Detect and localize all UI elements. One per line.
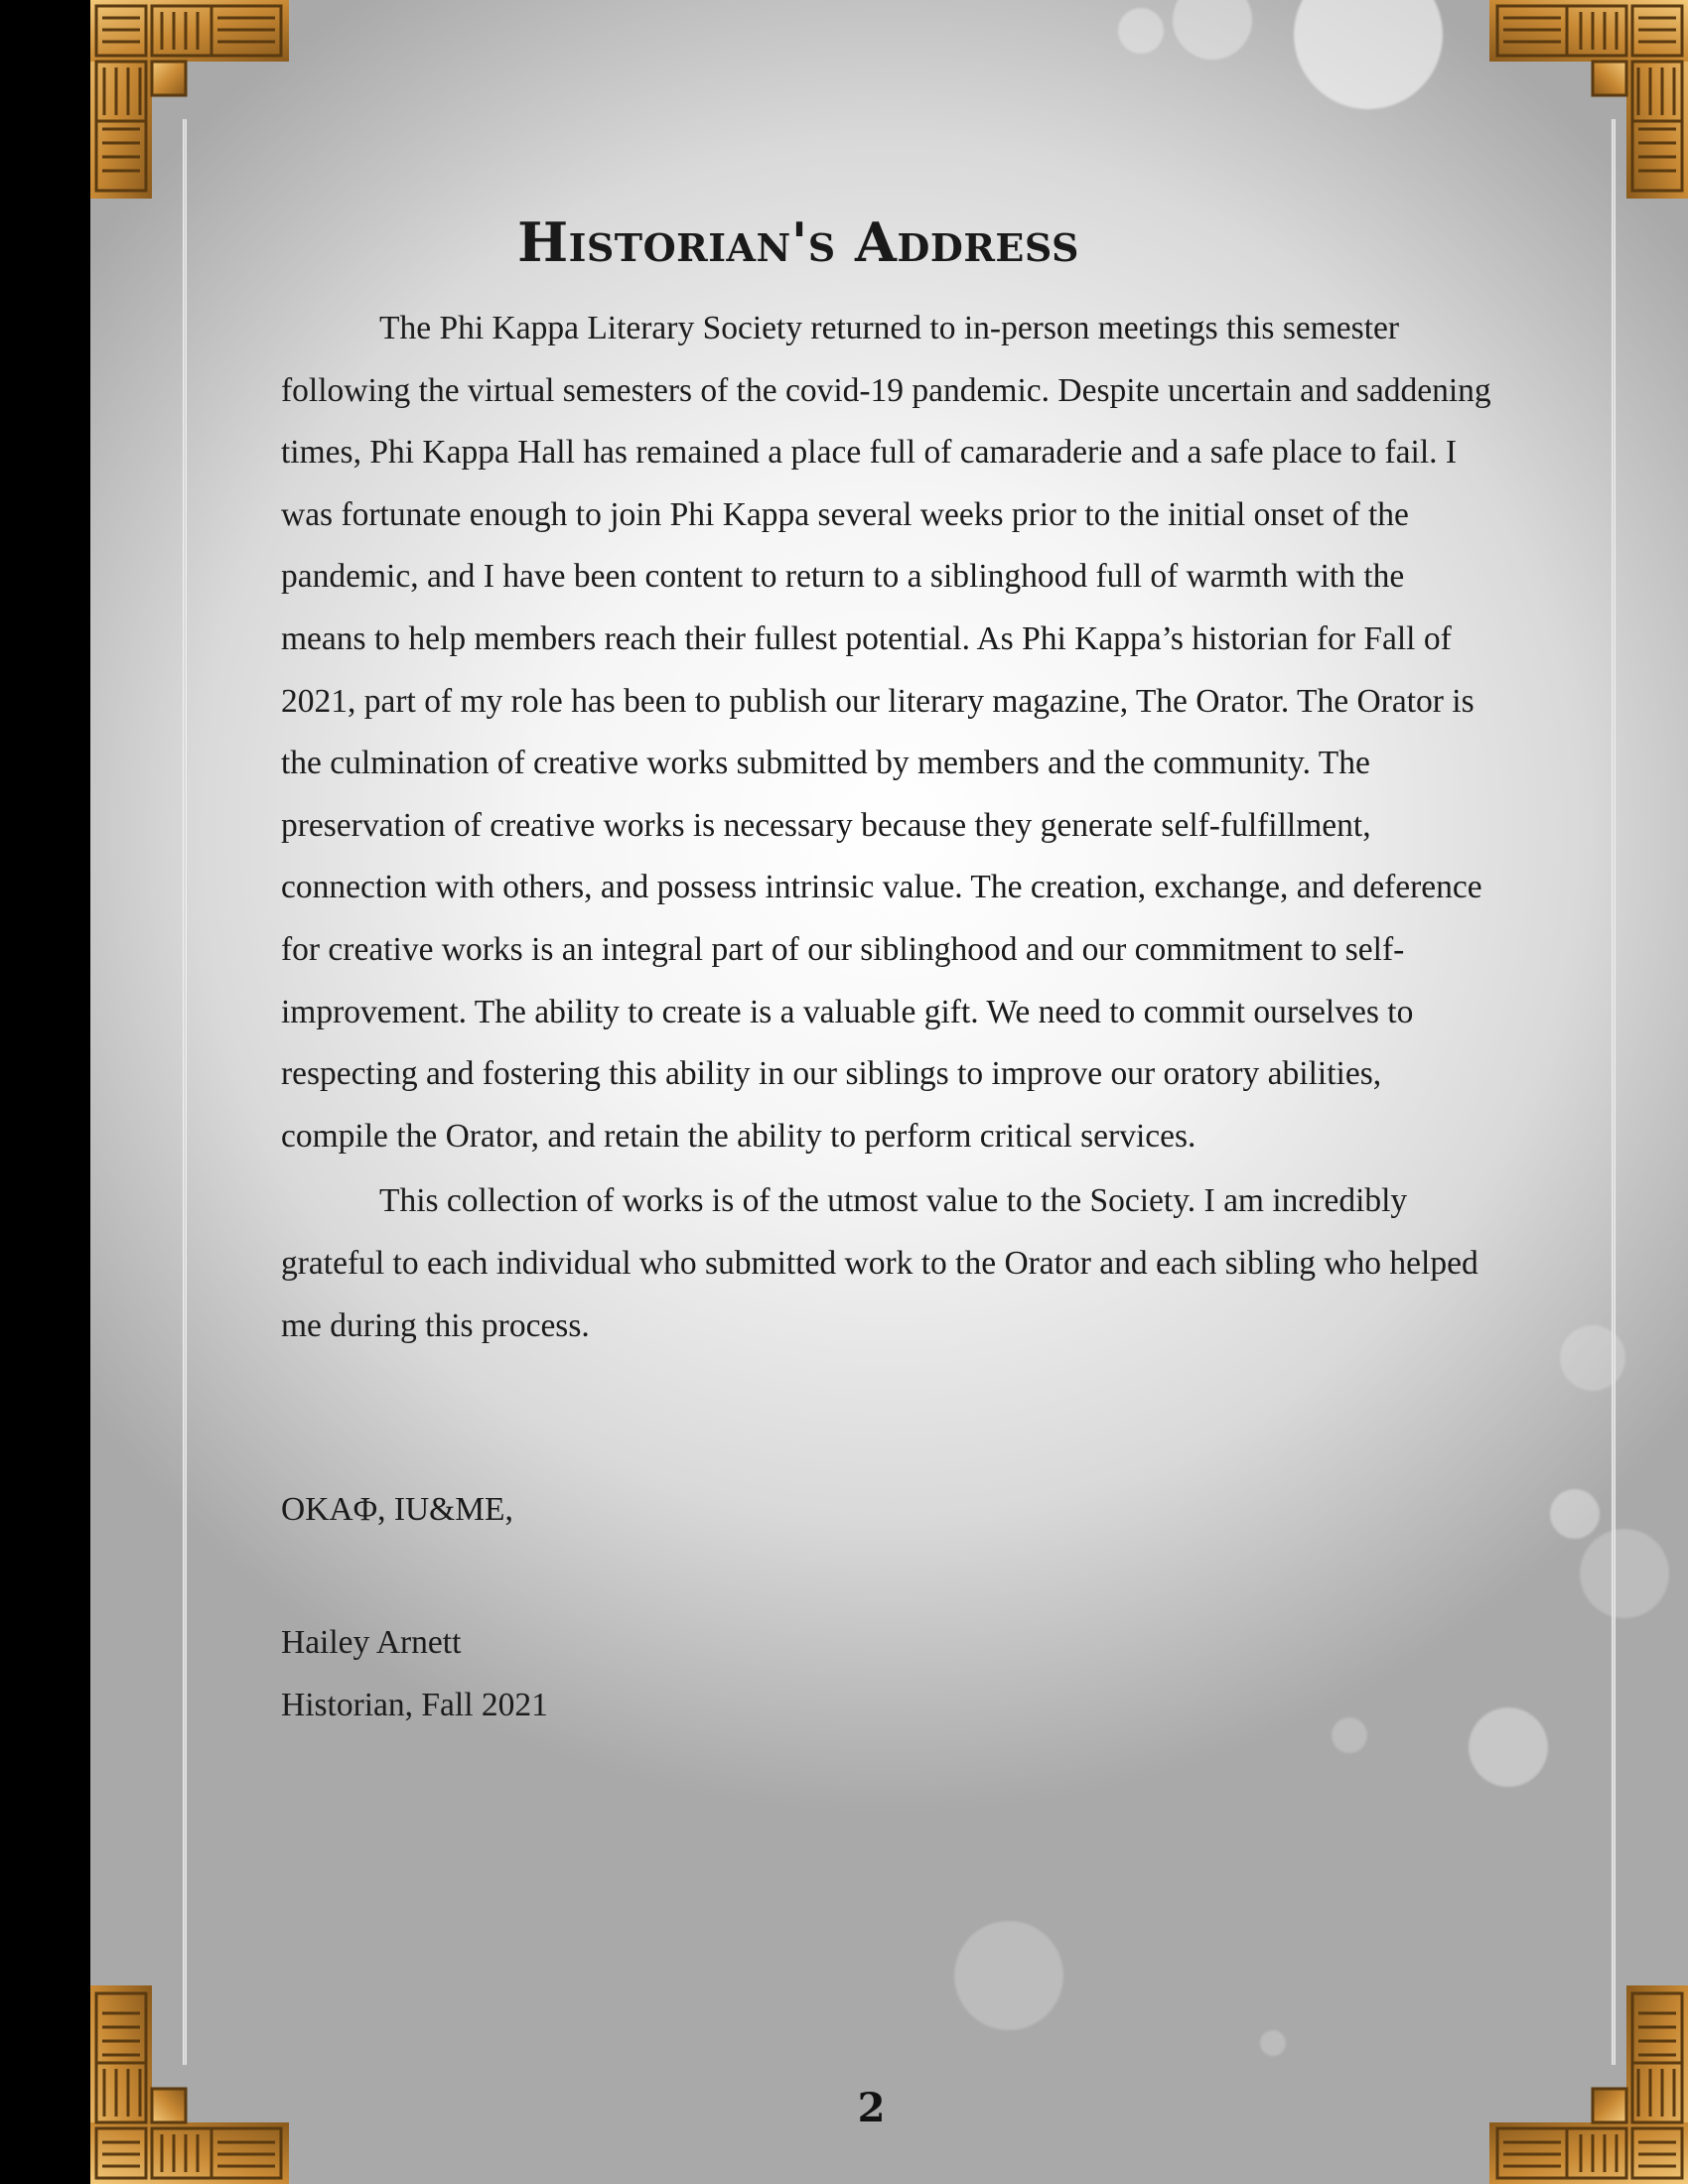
- page-title: Historian's Address: [517, 210, 1079, 274]
- paragraph: The Phi Kappa Literary Society returned to in-person meetings this semester following the virtual semesters of the covid-19 pandemic. Despite uncertain and saddening times, Phi Kappa Hall has remained a place full of camaraderie and a safe place to fail. I was fortunate enough to join Phi Kappa several weeks prior to the initial onset of the pandemic, and I have been content to return to a siblinghood full of warmth with the means to help members reach their fullest potential. As Phi Kappa’s historian for Fall of 2021, part of my role has been to publish our literary magazine, The Orator. The Orator is the culmination of creative works submitted by members and the community. The preservation of creative works is necessary because they generate self-fulfillment, connection with others, and possess intrinsic value. The creation, exchange, and deference for creative works is an integral part of our siblinghood and our commitment to self-improvement. The ability to create is a valuable gift. We need to commit ourselves to respecting and fostering this ability in our siblings to improve our oratory abilities, compile the Orator, and retain the ability to perform critical services.: [281, 310, 1491, 1155]
- bokeh-light: [1294, 0, 1443, 109]
- frame-line-right: [1612, 119, 1616, 2065]
- signature-name: Hailey Arnett: [281, 1624, 462, 1661]
- bokeh-light: [1550, 1489, 1600, 1539]
- bokeh-light: [1469, 1707, 1548, 1787]
- bokeh-light: [1173, 0, 1252, 60]
- paragraph: This collection of works is of the utmost value to the Society. I am incredibly grateful to each individual who submitted work to the Orator and each sibling who helped me during this process.: [281, 1182, 1478, 1344]
- corner-ornament-icon: [1489, 0, 1688, 199]
- bokeh-light: [954, 1921, 1063, 2030]
- page-number: 2: [857, 2085, 886, 2131]
- bokeh-light: [1580, 1529, 1669, 1618]
- frame-line-left: [183, 119, 187, 2065]
- bokeh-light: [1332, 1717, 1367, 1753]
- bokeh-light: [1260, 2030, 1286, 2056]
- corner-ornament-icon: [90, 0, 289, 199]
- bokeh-light: [1118, 8, 1164, 54]
- closing-salutation: OKAΦ, IU&ME,: [281, 1491, 513, 1528]
- signature-role: Historian, Fall 2021: [281, 1687, 548, 1723]
- address-body: [281, 298, 1492, 1357]
- bokeh-light: [1560, 1325, 1625, 1391]
